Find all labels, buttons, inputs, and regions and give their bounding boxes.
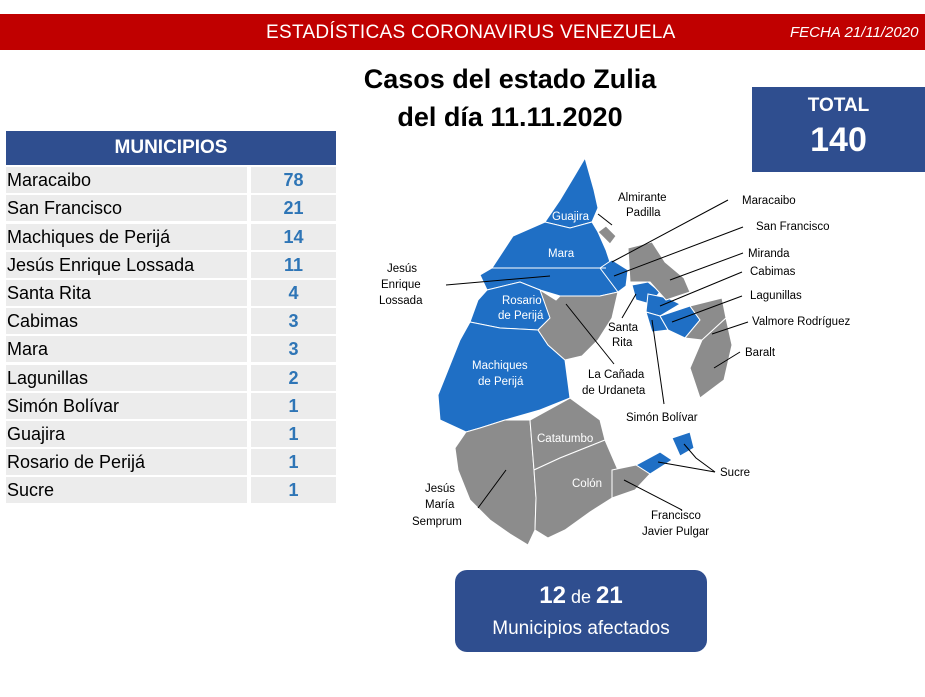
label-guajira: Guajira: [552, 211, 590, 223]
label-machiques-2: de Perijá: [478, 376, 524, 388]
callout-sucre-b: [658, 462, 715, 472]
label-santa-rita-2: Rita: [612, 337, 633, 349]
municipio-cases: 2: [251, 365, 336, 391]
label-simon-bolivar: Simón Bolívar: [626, 412, 698, 424]
municipio-cases: 4: [251, 280, 336, 306]
label-cabimas: Cabimas: [750, 266, 796, 278]
banner-date: FECHA 21/11/2020: [790, 24, 919, 41]
label-almirante-1: Almirante: [618, 192, 667, 204]
municipio-cases: 3: [251, 308, 336, 334]
affected-caption: Municipios afectados: [492, 618, 670, 639]
municipio-name: Santa Rita: [6, 280, 247, 306]
label-maracaibo: Maracaibo: [742, 195, 796, 207]
affected-summary: [455, 570, 707, 652]
total-value: 140: [810, 121, 867, 159]
label-jms-3: Semprum: [412, 516, 462, 528]
label-fjp-2: Javier Pulgar: [642, 526, 710, 538]
callout-santa-rita: [622, 294, 636, 318]
page-title-line1: Casos del estado Zulia: [363, 64, 657, 94]
municipio-name: Jesús Enrique Lossada: [6, 252, 247, 278]
label-jms-1: Jesús: [425, 483, 456, 495]
municipio-name: Mara: [6, 336, 247, 362]
region-mara: [492, 222, 612, 270]
label-rosario-2: de Perijá: [498, 310, 544, 322]
label-fjp-1: Francisco: [651, 510, 701, 522]
municipio-name: Lagunillas: [6, 365, 247, 391]
label-canada-2: de Urdaneta: [582, 385, 646, 397]
municipio-name: San Francisco: [6, 195, 247, 221]
total-municipios: 21: [596, 582, 623, 609]
municipio-cases: 1: [251, 449, 336, 475]
total-label: TOTAL: [807, 95, 870, 116]
municipio-cases: 78: [251, 167, 336, 193]
page-title-line2: del día 11.11.2020: [397, 102, 623, 132]
label-almirante-2: Padilla: [626, 207, 661, 219]
label-colon: Colón: [572, 478, 603, 490]
municipio-name: Simón Bolívar: [6, 393, 247, 419]
municipio-cases: 3: [251, 336, 336, 362]
municipio-cases: 11: [251, 252, 336, 278]
label-machiques-1: Machiques: [472, 360, 528, 372]
callout-simon-bolivar: [652, 320, 664, 404]
banner-title: ESTADÍSTICAS CORONAVIRUS VENEZUELA: [266, 22, 676, 43]
municipio-cases: 1: [251, 393, 336, 419]
municipio-cases: 14: [251, 224, 336, 250]
label-miranda: Miranda: [748, 248, 790, 260]
region-jesus-maria-semprum: [455, 420, 536, 545]
label-sucre: Sucre: [720, 467, 751, 479]
label-jel-2: Enrique: [381, 279, 421, 291]
callout-francisco-javier-pulgar: [624, 480, 682, 510]
label-baralt: Baralt: [745, 347, 776, 359]
label-santa-rita-1: Santa: [608, 322, 639, 334]
region-francisco-javier-pulgar: [612, 465, 650, 498]
label-jel-1: Jesús: [387, 263, 418, 275]
table-header: MUNICIPIOS: [6, 131, 336, 165]
municipio-name: Rosario de Perijá: [6, 449, 247, 475]
label-valmore: Valmore Rodríguez: [752, 316, 851, 328]
municipio-name: Maracaibo: [6, 167, 247, 193]
municipio-cases: 21: [251, 195, 336, 221]
label-jel-3: Lossada: [379, 295, 423, 307]
label-catatumbo: Catatumbo: [537, 433, 594, 445]
label-mara: Mara: [548, 248, 575, 260]
affected-connector: de: [570, 587, 592, 607]
callout-almirante-padilla: [598, 214, 612, 225]
municipio-cases: 1: [251, 477, 336, 503]
municipio-name: Sucre: [6, 477, 247, 503]
label-jms-2: María: [425, 499, 455, 511]
municipio-cases: 1: [251, 421, 336, 447]
affected-count-line: [455, 582, 707, 610]
label-lagunillas: Lagunillas: [750, 290, 802, 302]
label-canada-1: La Cañada: [588, 369, 645, 381]
affected-count: 12: [539, 582, 566, 609]
municipio-name: Guajira: [6, 421, 247, 447]
municipio-name: Cabimas: [6, 308, 247, 334]
label-san-francisco: San Francisco: [756, 221, 830, 233]
label-rosario-1: Rosario: [502, 295, 542, 307]
municipio-name: Machiques de Perijá: [6, 224, 247, 250]
